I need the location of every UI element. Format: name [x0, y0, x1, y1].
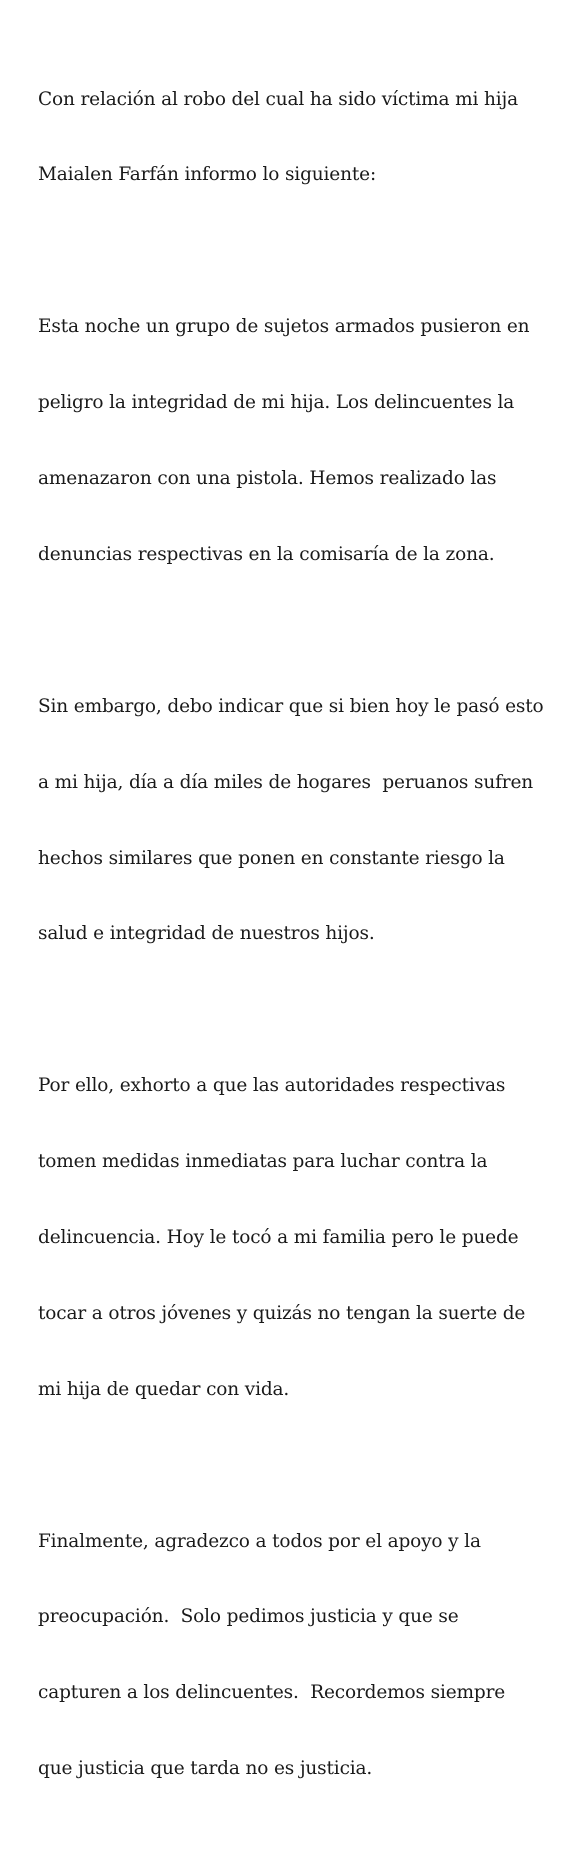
text-line: Esta noche un grupo de sujetos armados pusieron en [38, 316, 530, 338]
paragraph-intro [38, 36, 558, 238]
text-line: salud e integridad de nuestros hijos. [38, 923, 375, 945]
paragraph-closing [38, 1478, 558, 1832]
text-line: Maialen Farfán informo lo siguiente: [38, 164, 377, 186]
text-line: tomen medidas inmediatas para luchar contra la [38, 1151, 488, 1173]
text-line: mi hija de quedar con vida. [38, 1378, 290, 1400]
paragraph-incident [38, 264, 558, 618]
text-line: a mi hija, día a día miles de hogares peruanos sufren [38, 771, 534, 793]
paragraph-appeal [38, 1023, 558, 1453]
text-line: Finalmente, agradezco a todos por el apoyo y la [38, 1530, 481, 1552]
text-line: capturen a los delincuentes. Recordemos siempre [38, 1682, 506, 1704]
text-line: hechos similares que ponen en constante riesgo la [38, 847, 505, 869]
text-line: que justicia que tarda no es justicia. [38, 1758, 373, 1780]
text-line: amenazaron con una pistola. Hemos realizado las [38, 468, 497, 490]
text-line: peligro la integridad de mi hija. Los delincuentes la [38, 392, 515, 414]
text-line: denuncias respectivas en la comisaría de la zona. [38, 543, 495, 565]
statement-document [38, 36, 558, 1857]
text-line: Con relación al robo del cual ha sido víctima mi hija [38, 88, 519, 110]
text-line: preocupación. Solo pedimos justicia y que se [38, 1606, 459, 1628]
text-line: Por ello, exhorto a que las autoridades respectivas [38, 1075, 506, 1097]
text-line: delincuencia. Hoy le tocó a mi familia pero le puede [38, 1226, 519, 1248]
paragraph-context [38, 643, 558, 997]
text-line: Sin embargo, debo indicar que si bien hoy le pasó esto [38, 695, 544, 717]
text-line: tocar a otros jóvenes y quizás no tengan la suerte de [38, 1302, 526, 1324]
